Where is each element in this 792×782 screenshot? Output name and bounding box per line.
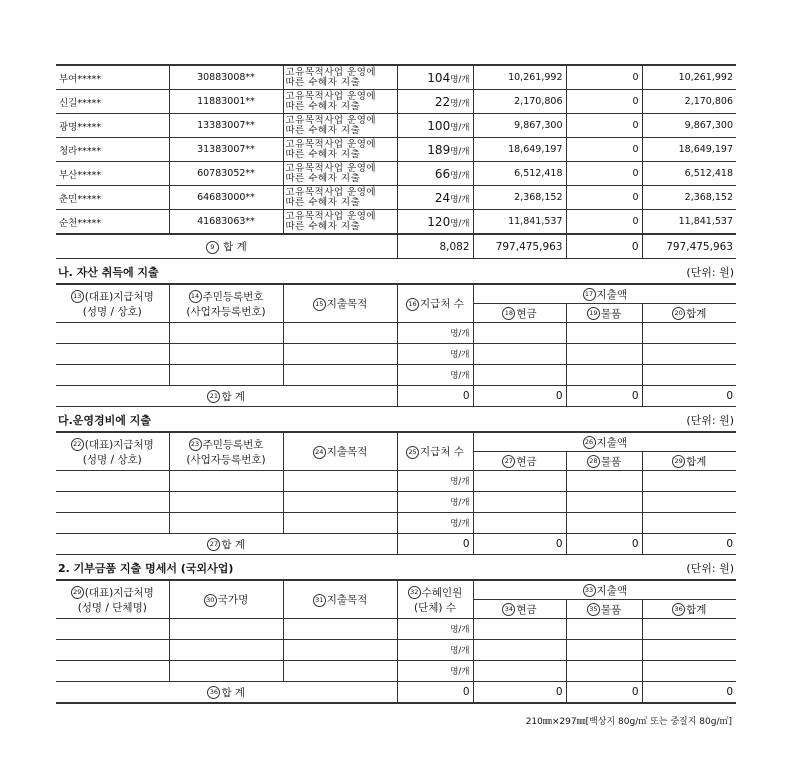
- circle-number: 29: [672, 455, 685, 468]
- unit-label: 명/개: [450, 194, 470, 205]
- goods-amount: 0: [566, 114, 642, 138]
- table-row: [56, 90, 736, 114]
- count-value: 120: [427, 214, 451, 229]
- header-label: 합계: [686, 603, 707, 616]
- circle-number: 14: [189, 290, 202, 303]
- row-total: 18,649,197: [642, 138, 736, 162]
- count-value: 104: [427, 70, 451, 85]
- cash-amount: 11,841,537: [473, 210, 566, 235]
- header-label: 지급처 수: [420, 446, 464, 458]
- unit-label: 명/개: [450, 170, 470, 181]
- header-label: 국가명: [217, 594, 249, 606]
- total-label: 합 계: [221, 686, 246, 699]
- header-purpose: [283, 432, 397, 471]
- total-goods: 0: [566, 386, 642, 407]
- total-count: 0: [397, 386, 473, 407]
- header-label: 지출액: [596, 288, 627, 301]
- count-cell: [397, 162, 473, 186]
- circle-number: 23: [189, 438, 202, 451]
- circle-number: 15: [313, 298, 326, 311]
- header-sublabel: (성명 / 상호): [82, 453, 142, 466]
- circle-number: 27: [502, 455, 515, 468]
- total-count: 8,082: [397, 234, 473, 259]
- total-cash: 0: [473, 386, 566, 407]
- asset-acquisition-table: [56, 283, 736, 407]
- payee-name: 춘민*****: [56, 186, 169, 210]
- header-label: 합계: [686, 307, 707, 320]
- table-row: [56, 162, 736, 186]
- purpose-line-1: 고유목적사업 운영에: [285, 90, 377, 102]
- section-b-total-row: [56, 386, 736, 407]
- table-row: [56, 661, 736, 682]
- purpose-line-2: 따른 수혜자 지출: [285, 100, 361, 112]
- unit-label: 명/개: [450, 74, 470, 85]
- purpose-cell: [283, 65, 397, 90]
- unit-label: 명/개: [397, 661, 473, 682]
- table-row: [56, 138, 736, 162]
- header-label: 주민등록번호: [202, 290, 264, 303]
- goods-amount: 0: [566, 90, 642, 114]
- count-value: 24: [434, 190, 451, 205]
- section-c-unit: (단위: 원): [686, 414, 734, 427]
- circle-number: 16: [406, 298, 419, 311]
- row-total: 9,867,300: [642, 114, 736, 138]
- purpose-cell: [283, 90, 397, 114]
- section-b-heading: [56, 259, 736, 283]
- header-purpose: [283, 284, 397, 323]
- goods-amount: 0: [566, 65, 642, 90]
- purpose-line-1: 고유목적사업 운영에: [285, 138, 377, 150]
- unit-label: 명/개: [397, 365, 473, 386]
- total-count: 0: [397, 534, 473, 555]
- count-value: 100: [427, 118, 451, 133]
- header-purpose: [283, 580, 397, 619]
- count-cell: [397, 90, 473, 114]
- circle-number: 24: [313, 446, 326, 459]
- circle-number: 35: [587, 603, 600, 616]
- section-c-title: 다.운영경비에 지출: [58, 414, 152, 427]
- cash-amount: 9,867,300: [473, 114, 566, 138]
- count-cell: [397, 65, 473, 90]
- header-count: [397, 432, 473, 471]
- table-row: [56, 640, 736, 661]
- payee-name: 광명*****: [56, 114, 169, 138]
- unit-label: 명/개: [397, 492, 473, 513]
- total-count: 0: [397, 682, 473, 704]
- total-sum: 0: [642, 534, 736, 555]
- cash-amount: 2,368,152: [473, 186, 566, 210]
- row-total: 11,841,537: [642, 210, 736, 235]
- count-value: 66: [434, 166, 451, 181]
- section-b-title: 나. 자산 취득에 지출: [58, 266, 159, 279]
- goods-amount: 0: [566, 162, 642, 186]
- purpose-line-2: 따른 수혜자 지출: [285, 196, 361, 208]
- unit-label: 명/개: [450, 122, 470, 133]
- header-label: 현금: [516, 307, 537, 320]
- circle-number: 33: [583, 584, 596, 597]
- registration-number: 64683000**: [169, 186, 283, 210]
- header-payee: [56, 284, 169, 323]
- circle-number: 36: [672, 603, 685, 616]
- header-label: 물품: [600, 455, 622, 468]
- header-label: 현금: [516, 455, 537, 468]
- goods-amount: 0: [566, 138, 642, 162]
- unit-label: 명/개: [397, 471, 473, 492]
- count-cell: [397, 210, 473, 235]
- table-row: [56, 210, 736, 235]
- circle-number: 30: [204, 594, 217, 607]
- purpose-line-2: 따른 수혜자 지출: [285, 76, 361, 88]
- cash-amount: 2,170,806: [473, 90, 566, 114]
- header-cash: [473, 452, 566, 471]
- registration-number: 60783052**: [169, 162, 283, 186]
- purpose-cell: [283, 162, 397, 186]
- header-label: 지급처 수: [420, 298, 464, 310]
- registration-number: 41683063**: [169, 210, 283, 235]
- table-row: [56, 492, 736, 513]
- registration-number: 13383007**: [169, 114, 283, 138]
- operating-expense-table: [56, 431, 736, 555]
- table-row: [56, 65, 736, 90]
- header-sum: [642, 452, 736, 471]
- payee-name: 청라*****: [56, 138, 169, 162]
- header-sum: [642, 600, 736, 619]
- table-row: [56, 365, 736, 386]
- circle-number: 20: [672, 307, 685, 320]
- circle-number: 19: [587, 307, 600, 320]
- header-label: 지출목적: [326, 594, 368, 606]
- circle-number: 13: [71, 290, 84, 303]
- circle-number: 28: [587, 455, 600, 468]
- table-row: [56, 114, 736, 138]
- unit-label: 명/개: [450, 218, 470, 229]
- header-label: 지출목적: [326, 446, 368, 458]
- purpose-line-1: 고유목적사업 운영에: [285, 66, 377, 78]
- section-d-unit: (단위: 원): [686, 562, 734, 575]
- unit-label: 명/개: [397, 619, 473, 640]
- circle-number: 36: [207, 686, 220, 699]
- table-row: [56, 513, 736, 534]
- header-payee: [56, 580, 169, 619]
- header-sublabel: (사업자등록번호): [186, 453, 266, 466]
- payee-name: 부산*****: [56, 162, 169, 186]
- total-cash: 0: [473, 682, 566, 704]
- table-row: [56, 344, 736, 365]
- total-goods: 0: [566, 682, 642, 704]
- header-sublabel: (성명 / 단체명): [77, 601, 147, 614]
- header-label: (대표)지급처명: [84, 290, 154, 303]
- count-value: 22: [434, 94, 451, 109]
- goods-amount: 0: [566, 210, 642, 235]
- header-label: 지출액: [596, 436, 627, 449]
- count-cell: [397, 186, 473, 210]
- header-amount: [473, 432, 736, 452]
- section1-total-row: [56, 234, 736, 259]
- table-row: [56, 186, 736, 210]
- total-label: 합 계: [221, 538, 246, 551]
- header-registration: [169, 432, 283, 471]
- cash-amount: 10,261,992: [473, 65, 566, 90]
- goods-amount: 0: [566, 186, 642, 210]
- purpose-line-2: 따른 수혜자 지출: [285, 148, 361, 160]
- header-label: 수혜인원: [421, 586, 463, 599]
- unit-label: 명/개: [397, 323, 473, 344]
- header-registration: [169, 284, 283, 323]
- registration-number: 11883001**: [169, 90, 283, 114]
- section-d-heading: [56, 555, 736, 579]
- count-value: 189: [427, 142, 451, 157]
- unit-label: 명/개: [450, 98, 470, 109]
- unit-label: 명/개: [397, 513, 473, 534]
- total-sum: 0: [642, 386, 736, 407]
- row-total: 2,170,806: [642, 90, 736, 114]
- circle-number: 27: [207, 538, 220, 551]
- header-sublabel: (단체) 수: [414, 601, 456, 614]
- header-payee: [56, 432, 169, 471]
- header-amount: [473, 580, 736, 600]
- circle-number: 22: [71, 438, 84, 451]
- row-total: 2,368,152: [642, 186, 736, 210]
- header-label: 물품: [600, 603, 622, 616]
- header-goods: [566, 600, 642, 619]
- section-d-total-row: [56, 682, 736, 704]
- cash-amount: 18,649,197: [473, 138, 566, 162]
- section-b-unit: (단위: 원): [686, 266, 734, 279]
- header-label: 합계: [686, 455, 707, 468]
- header-sum: [642, 304, 736, 323]
- header-country: [169, 580, 283, 619]
- unit-label: 명/개: [397, 640, 473, 661]
- unit-label: 명/개: [397, 344, 473, 365]
- purpose-cell: [283, 186, 397, 210]
- purpose-cell: [283, 114, 397, 138]
- section-c-heading: [56, 407, 736, 431]
- header-label: (대표)지급처명: [84, 438, 154, 451]
- total-goods: 0: [566, 534, 642, 555]
- count-cell: [397, 114, 473, 138]
- circle-number: 34: [502, 603, 515, 616]
- circle-number: 17: [583, 288, 596, 301]
- cash-amount: 6,512,418: [473, 162, 566, 186]
- circle-number: 21: [207, 390, 220, 403]
- header-cash: [473, 600, 566, 619]
- purpose-line-2: 따른 수혜자 지출: [285, 124, 361, 136]
- circle-number: 25: [406, 446, 419, 459]
- total-sum: 0: [642, 682, 736, 704]
- header-label: 지출목적: [326, 298, 368, 310]
- payee-name: 부여*****: [56, 65, 169, 90]
- row-total: 10,261,992: [642, 65, 736, 90]
- section-d-title: 2. 기부금품 지출 명세서 (국외사업): [58, 562, 234, 575]
- circle-number: 26: [583, 436, 596, 449]
- registration-number: 30883008**: [169, 65, 283, 90]
- purpose-cell: [283, 138, 397, 162]
- row-total: 6,512,418: [642, 162, 736, 186]
- purpose-cell: [283, 210, 397, 235]
- header-goods: [566, 452, 642, 471]
- section-c-total-row: [56, 534, 736, 555]
- total-label: 합 계: [223, 241, 247, 253]
- purpose-line-2: 따른 수혜자 지출: [285, 220, 361, 232]
- total-circle-number: 9: [206, 241, 219, 254]
- header-count: [397, 580, 473, 619]
- total-label: 합 계: [221, 390, 246, 403]
- header-amount: [473, 284, 736, 304]
- table-row: [56, 619, 736, 640]
- domestic-expenditure-table: [56, 64, 736, 259]
- total-cash: 0: [473, 534, 566, 555]
- total-cash: 797,475,963: [473, 234, 566, 259]
- overseas-expenditure-table: [56, 579, 736, 704]
- purpose-line-1: 고유목적사업 운영에: [285, 162, 377, 174]
- payee-name: 순천*****: [56, 210, 169, 235]
- header-sublabel: (사업자등록번호): [186, 305, 266, 318]
- purpose-line-1: 고유목적사업 운영에: [285, 210, 377, 222]
- unit-label: 명/개: [450, 146, 470, 157]
- registration-number: 31383007**: [169, 138, 283, 162]
- header-label: 현금: [516, 603, 537, 616]
- document-body: [56, 64, 736, 704]
- purpose-line-1: 고유목적사업 운영에: [285, 186, 377, 198]
- header-label: (대표)지급처명: [84, 586, 154, 599]
- circle-number: 31: [313, 594, 326, 607]
- header-goods: [566, 304, 642, 323]
- circle-number: 18: [502, 307, 515, 320]
- paper-spec-footnote: 210㎜×297㎜[백상지 80g/㎡ 또는 중질지 80g/㎡]: [525, 717, 732, 727]
- header-label: 주민등록번호: [202, 438, 264, 451]
- header-count: [397, 284, 473, 323]
- header-sublabel: (성명 / 상호): [82, 305, 142, 318]
- count-cell: [397, 138, 473, 162]
- purpose-line-2: 따른 수혜자 지출: [285, 172, 361, 184]
- payee-name: 신길*****: [56, 90, 169, 114]
- circle-number: 32: [408, 586, 421, 599]
- total-sum: 797,475,963: [642, 234, 736, 259]
- table-row: [56, 323, 736, 344]
- header-label: 지출액: [596, 584, 627, 597]
- header-label: 물품: [600, 307, 622, 320]
- table-row: [56, 471, 736, 492]
- header-cash: [473, 304, 566, 323]
- purpose-line-1: 고유목적사업 운영에: [285, 114, 377, 126]
- circle-number: 29: [71, 586, 84, 599]
- total-goods: 0: [566, 234, 642, 259]
